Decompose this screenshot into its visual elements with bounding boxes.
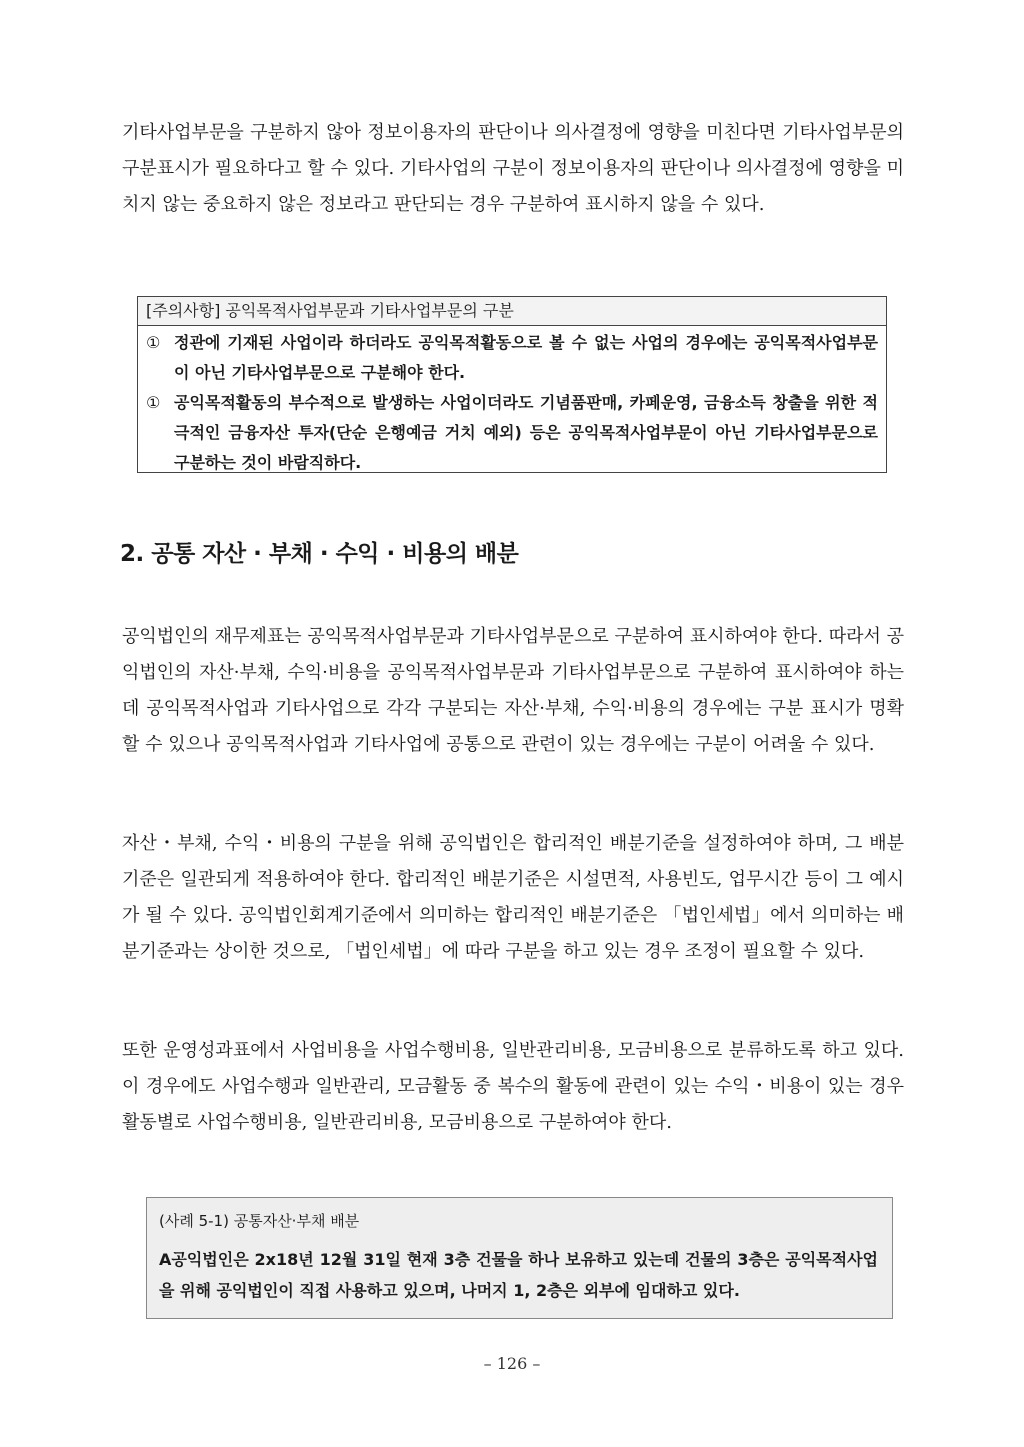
circled-number-marker: ① — [146, 333, 161, 352]
caution-box-title: [주의사항] 공익목적사업부문과 기타사업부문의 구분 — [138, 297, 886, 326]
caution-box — [137, 296, 887, 473]
caution-box-body — [138, 326, 886, 478]
caution-item-text: 공익목적활동의 부수적으로 발생하는 사업이더라도 기념품판매, 카페운영, 금융소득 창출을 위한 적극적인 금융자산 투자(단순 은행예금 거치 예외) 등은 공익목적사업부문이 아닌 기타사업부문으로 구분하는 것이 바람직하다. — [174, 393, 878, 472]
caution-item — [146, 328, 878, 388]
body-paragraph: 자산・부채, 수익・비용의 구분을 위해 공익법인은 합리적인 배분기준을 설정하여야 하며, 그 배분기준은 일관되게 적용하여야 한다. 합리적인 배분기준은 시설면적, 사용빈도, 업무시간 등이 그 예시가 될 수 있다. 공익법인회계기준에서 의미하는 합리적인 배분기준은 「법인세법」에서 의미하는 배분기준과는 상이한 것으로, 「법인세법」에 따라 구분을 하고 있는 경우 조정이 필요할 수 있다. — [122, 833, 904, 962]
caution-item — [146, 388, 878, 478]
case-box-body: A공익법인은 2x18년 12월 31일 현재 3층 건물을 하나 보유하고 있는데 건물의 3층은 공익목적사업을 위해 공익법인이 직접 사용하고 있으며, 나머지 1, 2층은 외부에 임대하고 있다. — [159, 1250, 878, 1300]
section-heading: 2. 공통 자산 · 부채 · 수익 · 비용의 배분 — [120, 541, 519, 567]
body-paragraph: 공익법인의 재무제표는 공익목적사업부문과 기타사업부문으로 구분하여 표시하여야 한다. 따라서 공익법인의 자산·부채, 수익·비용을 공익목적사업부문과 기타사업부문으로 구분하여 표시하여야 하는데 공익목적사업과 기타사업으로 각각 구분되는 자산·부채, 수익·비용의 경우에는 구분 표시가 명확할 수 있으나 공익목적사업과 기타사업에 공통으로 관련이 있는 경우에는 구분이 어려울 수 있다. — [122, 626, 904, 755]
body-paragraph: 또한 운영성과표에서 사업비용을 사업수행비용, 일반관리비용, 모금비용으로 분류하도록 하고 있다. 이 경우에도 사업수행과 일반관리, 모금활동 중 복수의 활동에 관련이 있는 수익・비용이 있는 경우 활동별로 사업수행비용, 일반관리비용, 모금비용으로 구분하여야 한다. — [122, 1040, 904, 1133]
page-number: – 126 – — [483, 1354, 541, 1373]
intro-paragraph: 기타사업부문을 구분하지 않아 정보이용자의 판단이나 의사결정에 영향을 미친다면 기타사업부문의 구분표시가 필요하다고 할 수 있다. 기타사업의 구분이 정보이용자의 판단이나 의사결정에 영향을 미치지 않는 중요하지 않은 정보라고 판단되는 경우 구분하여 표시하지 않을 수 있다. — [122, 122, 904, 215]
case-box-title: (사례 5-1) 공통자산·부채 배분 — [159, 1212, 360, 1230]
circled-number-marker: ① — [146, 393, 161, 412]
case-box — [146, 1197, 893, 1319]
caution-item-text: 정관에 기재된 사업이라 하더라도 공익목적활동으로 볼 수 없는 사업의 경우에는 공익목적사업부문이 아닌 기타사업부문으로 구분해야 한다. — [174, 333, 878, 382]
